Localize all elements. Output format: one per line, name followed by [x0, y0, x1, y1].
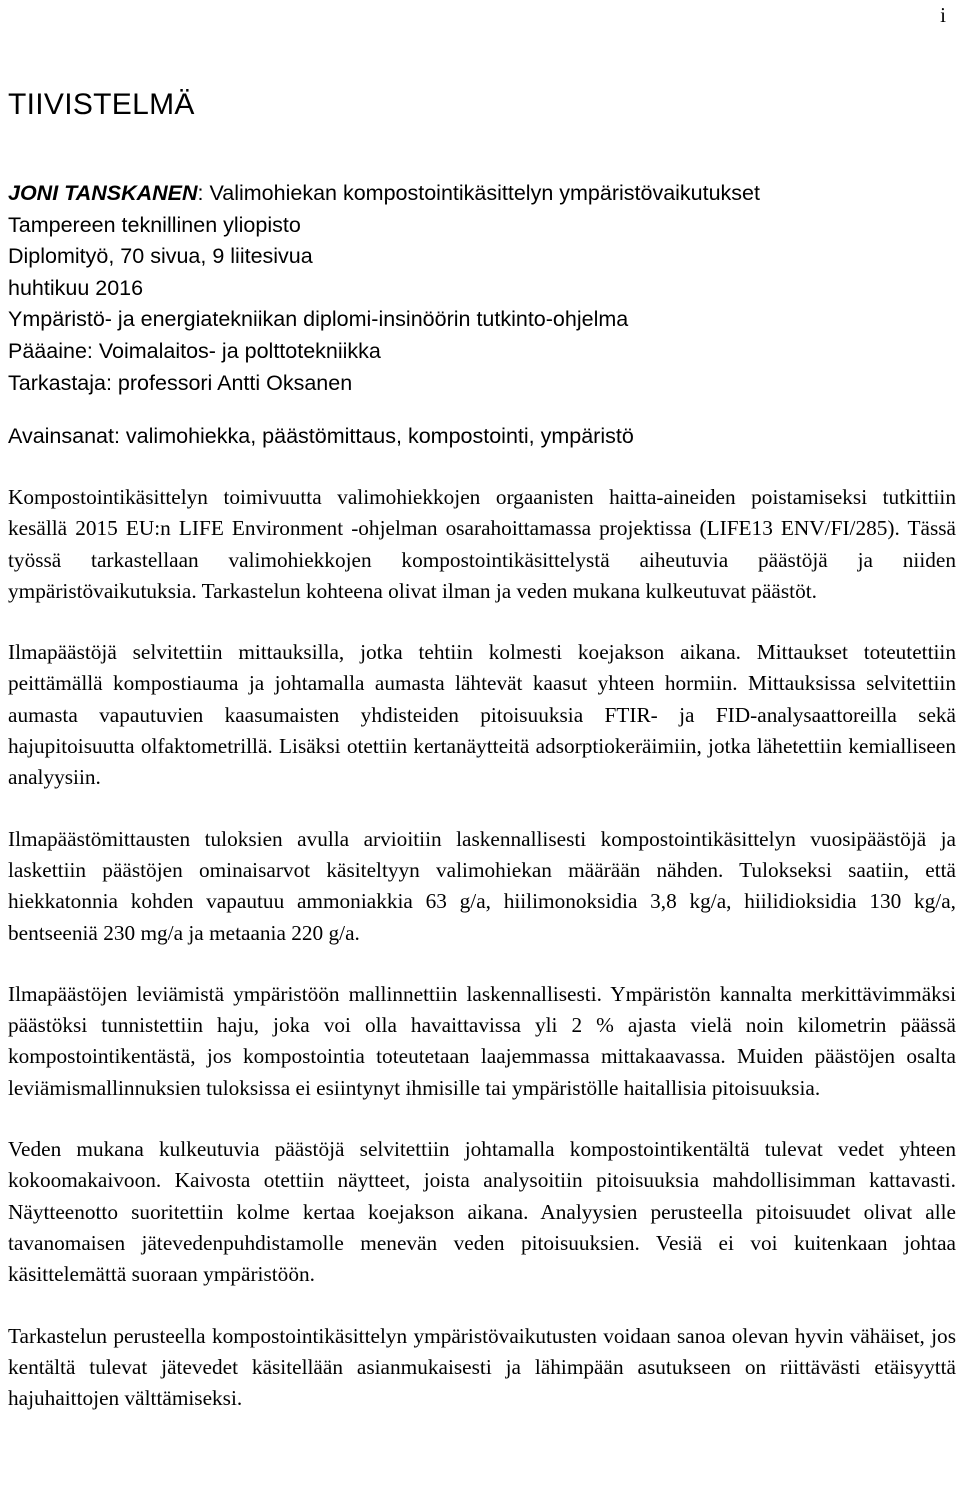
university: Tampereen teknillinen yliopisto [8, 212, 301, 237]
examiner: Tarkastaja: professori Antti Oksanen [8, 370, 353, 395]
thesis-metadata [8, 178, 760, 399]
thesis-type-pages: Diplomityö, 70 sivua, 9 liitesivua [8, 244, 313, 269]
author-line [8, 178, 760, 210]
abstract-paragraph: Kompostointikäsittelyn toimivuutta valimohiekkojen orgaanisten haitta-aineiden poistamiseksi tutkittiin kesällä 2015 EU:n LIFE Environment -ohjelman osarahoittamassa projektissa (LIFE13 ENV/FI/285). Tässä työssä tarkastellaan valimohiekkojen kompostointikäsittelystä aiheutuvia päästöjä ja niiden ympäristövaikutuksia. Tarkastelun kohteena olivat ilman ja veden mukana kulkeutuvat päästöt. [8, 485, 956, 603]
page-number: i [940, 3, 946, 27]
abstract-paragraph: Ilmapäästömittausten tuloksien avulla arvioitiin laskennallisesti kompostointikäsittelyn vuosipäästöjä ja laskettiin päästöjen ominaisarvot käsiteltyyn valimohiekan määrään nähden. Tulokseksi saatiin, että hiekkatonnia kohden vapautuu ammoniakkia 63 g/a, hiilimonoksidia 3,8 kg/a, hiilidioksidia 130 kg/a, bentseeniä 230 mg/a ja metaania 220 g/a. [8, 826, 956, 945]
thesis-title: Valimohiekan kompostointikäsittelyn ympäristövaikutukset [203, 181, 760, 205]
abstract-paragraph: Veden mukana kulkeutuvia päästöjä selvitettiin johtamalla kompostointikentältä tulevat vedet yhteen kokoomakaivoon. Kaivosta otettiin näytteet, joista analysoitiin pitoisuuksia mahdollisimman kattavasti. Näytteenotto suoritettiin kolme kertaa koejakson aikana. Analyysien perusteella pitoisuudet olivat alle tavanomaisen jätevedenpuhdistamolle menevän veden pitoisuuksien. Vesiä ei voi kuitenkaan johtaa käsittelemättä suoraan ympäristöön. [8, 1137, 956, 1287]
degree-programme: Ympäristö- ja energiatekniikan diplomi-insinöörin tutkinto-ohjelma [8, 307, 629, 332]
page-title: TIIVISTELMÄ [8, 88, 195, 121]
major-subject: Pääaine: Voimalaitos- ja polttotekniikka [8, 338, 381, 363]
abstract-body [8, 482, 956, 1414]
date: huhtikuu 2016 [8, 275, 144, 300]
abstract-paragraph: Ilmapäästöjen leviämistä ympäristöön mallinnettiin laskennallisesti. Ympäristön kannalta merkittävimmäksi päästöksi tunnistettiin haju, joka voi olla havaittavissa yli 2 % ajasta vielä noin kilometrin päässä kompostointikentästä, jos kompostointia toteutetaan laajemmassa mittakaavassa. Muiden päästöjen osalta leviämismallinnuksien tuloksissa ei esiintynyt ihmisille tai ympäristölle haitallisia pitoisuuksia. [8, 981, 956, 1100]
author-separator: : [197, 181, 204, 205]
abstract-paragraph: Tarkastelun perusteella kompostointikäsittelyn ympäristövaikutusten voidaan sanoa olevan hyvin vähäiset, jos kentältä tulevat jätevedet käsitellään asianmukaisesti ja lähimpään asutukseen on riittävästi etäisyyttä hajuhaittojen välttämiseksi. [8, 1323, 956, 1411]
keywords: Avainsanat: valimohiekka, päästömittaus, kompostointi, ympäristö [8, 424, 634, 448]
abstract-paragraph: Ilmapäästöjä selvitettiin mittauksilla, jotka tehtiin kolmesti koejakson aikana. Mittaukset toteutettiin peittämällä kompostiauma ja johtamalla aumasta lähtevät kaasut yhteen hormiin. Mittauksissa selvitettiin aumasta vapautuvien kaasumaisten yhdisteiden pitoisuuksia FTIR- ja FID-analysaattoreilla sekä hajupitoisuutta olfaktometrillä. Lisäksi otettiin kertanäytteitä adsorptiokeräimiin, jotka lähetettiin kemialliseen analyysiin. [8, 640, 956, 790]
author-name: JONI TANSKANEN [8, 181, 198, 205]
